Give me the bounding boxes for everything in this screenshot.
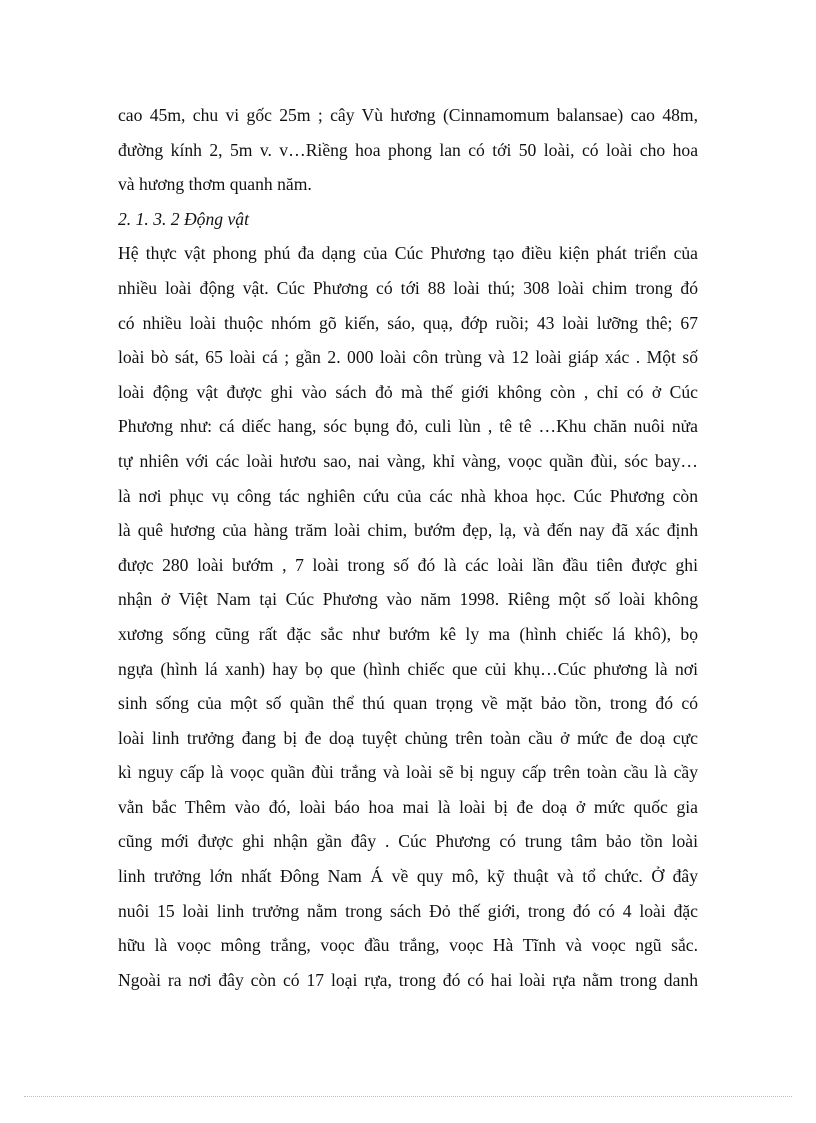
text-line-16: xương sống cũng rất đặc sắc như bướm kê ly ma (hình chiếc lá khô), bọ (118, 623, 698, 644)
text-line-25: hữu là voọc mông trắng, voọc đầu trắng, voọc Hà Tĩnh và voọc ngũ sắc. (118, 935, 698, 956)
text-line-14: được 280 loài bướm , 7 loài trong số đó là các loài lần đầu tiên được ghi (118, 554, 698, 575)
body-text (118, 98, 698, 997)
section-heading: 2. 1. 3. 2 Động vật (118, 208, 249, 229)
text-line-9: loài động vật được ghi vào sách đỏ mà thế giới không còn , chỉ có ở Cúc (118, 381, 698, 402)
text-line-23: linh trưởng lớn nhất Đông Nam Á về quy mô, kỹ thuật và tổ chức. Ở đây (118, 866, 698, 887)
text-line-10: Phương như: cá diếc hang, sóc bụng đỏ, culi lùn , tê tê …Khu chăn nuôi nửa (118, 416, 698, 437)
text-line-13: là quê hương của hàng trăm loài chim, bướm đẹp, lạ, và đến nay đã xác định (118, 520, 698, 541)
text-line-2: đường kính 2, 5m v. v…Riềng hoa phong lan có tới 50 loài, có loài cho hoa (118, 139, 698, 160)
text-line-15: nhận ở Việt Nam tại Cúc Phương vào năm 1998. Riêng một số loài không (118, 589, 698, 610)
text-line-17: ngựa (hình lá xanh) hay bọ que (hình chiếc que củi khụ…Cúc phương là nơi (118, 658, 698, 679)
text-line-8: loài bò sát, 65 loài cá ; gần 2. 000 loài côn trùng và 12 loài giáp xác . Một số (118, 347, 698, 368)
text-line-21: vằn bắc Thêm vào đó, loài báo hoa mai là loài bị đe doạ ở mức quốc gia (118, 796, 698, 817)
text-line-3: và hương thơm quanh năm. (118, 174, 312, 195)
text-line-11: tự nhiên với các loài hươu sao, nai vàng, khỉ vàng, voọc quần đùi, sóc bay… (118, 450, 698, 471)
text-line-1: cao 45m, chu vi gốc 25m ; cây Vù hương (Cinnamomum balansae) cao 48m, (118, 105, 698, 125)
footer-dotted-rule (24, 1096, 792, 1097)
text-line-18: sinh sống của một số quần thể thú quan trọng về mặt bảo tồn, trong đó có (118, 693, 698, 714)
text-line-26: Ngoài ra nơi đây còn có 17 loại rựa, trong đó có hai loài rựa nằm trong danh (118, 969, 698, 990)
text-line-22: cũng mới được ghi nhận gần đây . Cúc Phương có trung tâm bảo tồn loài (118, 831, 698, 852)
text-line-24: nuôi 15 loài linh trưởng nằm trong sách Đỏ thế giới, trong đó có 4 loài đặc (118, 900, 698, 921)
text-line-6: nhiều loài động vật. Cúc Phương có tới 88 loài thú; 308 loài chim trong đó (118, 277, 698, 298)
text-line-7: có nhiều loài thuộc nhóm gõ kiến, sáo, quạ, đớp ruồi; 43 loài lưỡng thê; 67 (118, 312, 698, 333)
text-line-12: là nơi phục vụ công tác nghiên cứu của các nhà khoa học. Cúc Phương còn (118, 485, 698, 506)
text-line-20: kì nguy cấp là voọc quần đùi trắng và loài sẽ bị nguy cấp trên toàn cầu là cầy (118, 762, 698, 783)
text-line-19: loài linh trưởng đang bị đe doạ tuyệt chủng trên toàn cầu ở mức đe doạ cực (118, 727, 698, 748)
text-line-5: Hệ thực vật phong phú đa dạng của Cúc Phương tạo điều kiện phát triển của (118, 243, 698, 264)
